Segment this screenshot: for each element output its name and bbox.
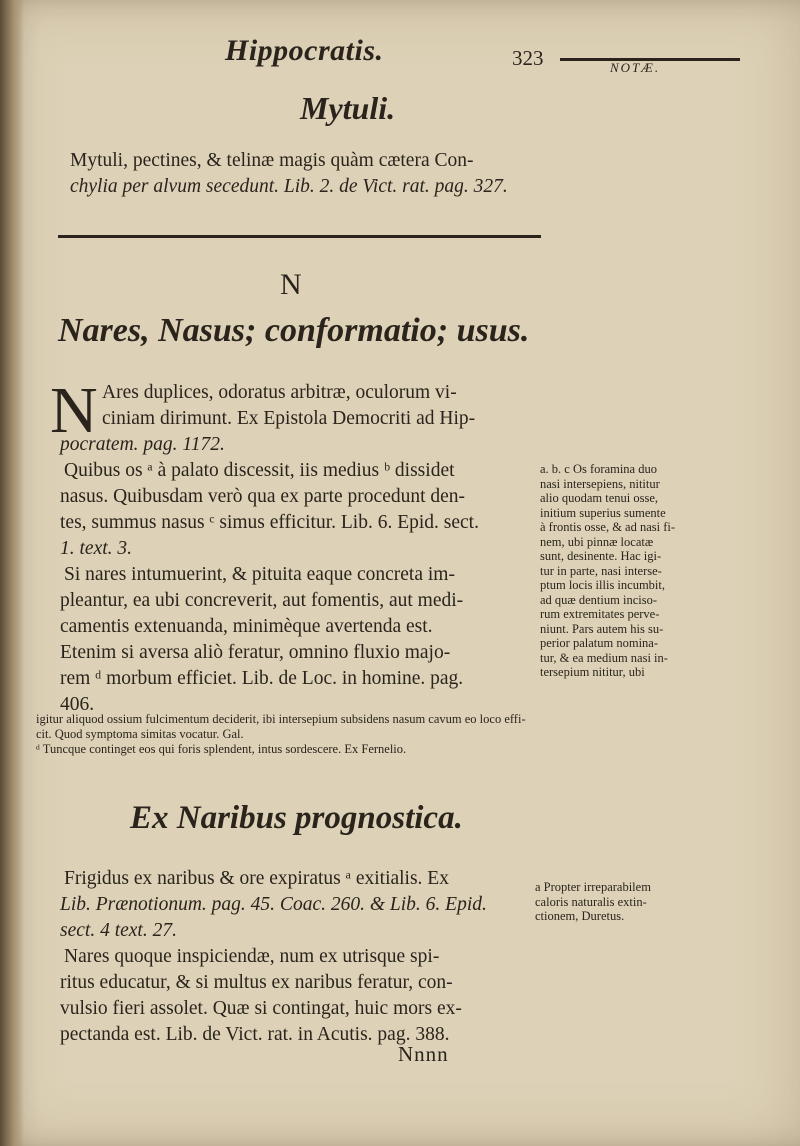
note-line: nem, ubi pinnæ locatæ	[540, 534, 654, 549]
text-line: Frigidus ex naribus & ore expiratus ᵃ exitialis. Ex	[64, 868, 449, 889]
text-line: pleantur, ea ubi concreverit, aut fomentis, aut medi-	[60, 590, 464, 611]
page-number: 323	[512, 46, 544, 70]
text-line: ciniam dirimunt. Ex Epistola Democriti ad Hip-	[102, 408, 476, 429]
note-line: sunt, desinente. Hac igi-	[540, 549, 662, 563]
mytuli-heading: Mytuli.	[300, 90, 396, 126]
drop-cap: N	[50, 374, 98, 447]
text-line: sect. 4 text. 27.	[60, 920, 177, 941]
note-line: niunt. Pars autem his su-	[540, 621, 664, 636]
footnote-block	[36, 712, 526, 757]
text-line: rem ᵈ morbum efficiet. Lib. de Loc. in homine. pag.	[60, 668, 464, 689]
text-line: ritus educatur, & si multus ex naribus feratur, con-	[60, 972, 453, 993]
text-line: pocratem. pag. 1172.	[60, 434, 225, 455]
nares-main-text	[60, 432, 479, 718]
section-rule	[58, 235, 541, 238]
note-line: tur, & ea medium nasi in-	[540, 650, 668, 665]
note-line: tersepium nititur, ubi	[540, 665, 645, 679]
note-line: caloris naturalis extin-	[535, 894, 647, 909]
text-line: chylia per alvum secedunt. Lib. 2. de Vict. rat. pag. 327.	[70, 176, 508, 197]
note-line: à frontis osse, & ad nasi fi-	[540, 520, 676, 534]
note-line: perior palatum nomina-	[540, 636, 659, 650]
text-line: 406.	[60, 694, 95, 715]
nares-heading: Nares, Nasus; conformatio; usus.	[58, 312, 530, 349]
notes-label: NOTÆ.	[610, 60, 661, 75]
note-line: ctionem, Duretus.	[535, 909, 625, 923]
text-line: Etenim si aversa aliò feratur, omnino fluxio majo-	[60, 642, 451, 663]
note-line: ptum locis illis incumbit,	[540, 578, 665, 592]
footnote-line: cit. Quod symptoma simitas vocatur. Gal.	[36, 727, 244, 741]
note-line: tur in parte, nasi interse-	[540, 563, 662, 578]
mytuli-paragraph	[70, 148, 508, 200]
footnote-line: ᵈ Tuncque continget eos qui foris splendent, intus sordescere. Ex Fernelio.	[36, 742, 407, 756]
text-line: Nares quoque inspiciendæ, num ex utrisque spi-	[64, 946, 440, 967]
text-line: tes, summus nasus ᶜ simus efficitur. Lib. 6. Epid. sect.	[60, 512, 479, 533]
note-line: ad quæ dentium inciso-	[540, 592, 657, 607]
note-line: rum extremitates perve-	[540, 607, 660, 621]
footnote-line: igitur aliquod ossium fulcimentum deciderit, ibi intersepium subsidens nasum cavum eo loco effi-	[36, 712, 526, 726]
prognostica-heading: Ex Naribus prognostica.	[130, 800, 463, 836]
side-note-nares	[540, 462, 675, 680]
text-line: nasus. Quibusdam verò qua ex parte procedunt den-	[60, 486, 466, 507]
text-line: vulsio fieri assolet. Quæ si contingat, huic mors ex-	[60, 998, 462, 1019]
section-letter: N	[280, 268, 302, 301]
text-line: Quibus os ᵃ à palato discessit, iis medius ᵇ dissidet	[64, 460, 455, 481]
side-note-prognostica	[535, 880, 651, 924]
text-line: Si nares intumuerint, & pituita eaque concreta im-	[64, 564, 455, 585]
text-line: 1. text. 3.	[60, 538, 133, 559]
nares-opening-lines	[102, 380, 475, 432]
text-line: pectanda est. Lib. de Vict. rat. in Acutis. pag. 388.	[60, 1024, 450, 1045]
running-title: Hippocratis.	[225, 34, 384, 67]
note-line: nasi intersepiens, nititur	[540, 476, 660, 491]
note-line: alio quodam tenui osse,	[540, 491, 659, 505]
note-line: a. b. c Os foramina duo	[540, 462, 657, 476]
text-line: Lib. Prænotionum. pag. 45. Coac. 260. & Lib. 6. Epid.	[60, 894, 487, 915]
signature-mark: Nnnn	[398, 1042, 449, 1066]
text-line: Ares duplices, odoratus arbitræ, oculorum vi-	[102, 382, 457, 403]
note-line: a Propter irreparabilem	[535, 880, 651, 894]
book-binding-shadow	[0, 0, 24, 1146]
prognostica-text	[60, 866, 487, 1048]
note-line: initium superius sumente	[540, 505, 666, 520]
text-line: Mytuli, pectines, & telinæ magis quàm cætera Con-	[70, 150, 474, 171]
text-line: camentis extenuanda, minimèque avertenda est.	[60, 616, 433, 637]
